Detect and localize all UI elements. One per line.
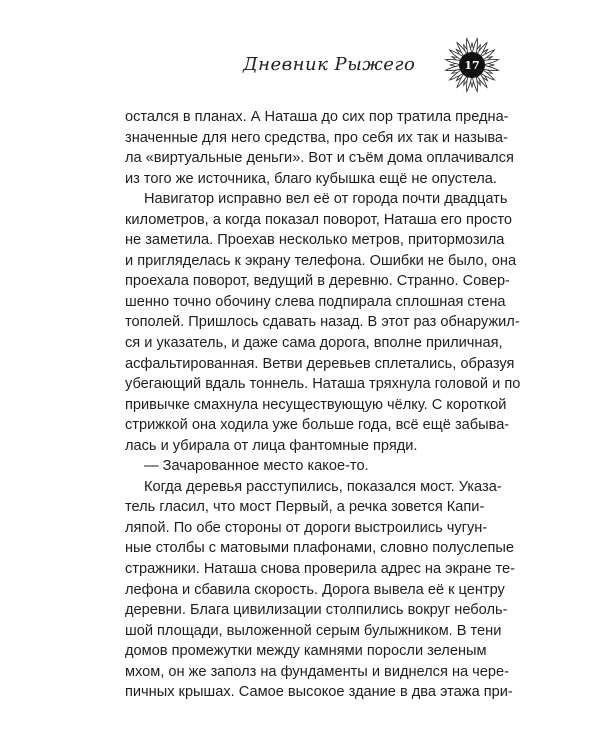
text-line: стражники. Наташа снова проверила адрес на экране те- bbox=[125, 561, 515, 578]
page-number-badge bbox=[440, 33, 504, 97]
text-line: домов промежутки между камнями поросли зеленым bbox=[125, 643, 487, 660]
running-title: Дневник Рыжего bbox=[243, 54, 416, 75]
text-line: не заметила. Проехав несколько метров, притормозила bbox=[125, 232, 505, 249]
text-line: километров, а когда показал поворот, Наташа его просто bbox=[125, 211, 513, 228]
text-line: тополей. Пришлось сдавать назад. В этот раз обнаружил- bbox=[125, 314, 520, 331]
text-line: шой площади, выложенной серым булыжником. В тени bbox=[125, 622, 502, 639]
body-text bbox=[125, 107, 521, 703]
text-line: мхом, он же заполз на фундаменты и виднелся на чере- bbox=[125, 663, 509, 680]
text-line: Когда деревья расступились, показался мост. Указа- bbox=[144, 478, 502, 495]
text-line: остался в планах. А Наташа до сих пор тратила предна- bbox=[125, 109, 509, 125]
text-line: лась и убирала от лица фантомные пряди. bbox=[125, 437, 418, 454]
text-line: лефона и сбавила скорость. Дорога вывела её к центру bbox=[125, 581, 505, 598]
text-line: из того же источника, благо кубышка ещё не опустела. bbox=[125, 170, 497, 187]
text-line: и пригляделась к экрану телефона. Ошибки не было, она bbox=[125, 252, 517, 269]
text-line: асфальтированная. Ветви деревьев сплетались, образуя bbox=[125, 355, 515, 372]
text-line: ла «виртуальные деньги». Вот и съём дома оплачивался bbox=[125, 150, 514, 167]
text-line: ные столбы с матовыми плафонами, словно полуслепые bbox=[125, 540, 515, 557]
text-line: привычке смахнула несуществующую чёлку. С короткой bbox=[125, 396, 507, 413]
text-line: — Зачарованное место какое-то. bbox=[144, 458, 369, 475]
page-number: 17 bbox=[464, 59, 480, 72]
text-line: деревни. Блага цивилизации столпились вокруг неболь- bbox=[125, 602, 508, 619]
text-line: Навигатор исправно вел её от города почти двадцать bbox=[144, 191, 508, 208]
text-line: стрижкой она ходила уже больше года, всё ещё забыва- bbox=[125, 417, 510, 434]
text-line: пичных крышах. Самое высокое здание в два этажа при- bbox=[125, 684, 513, 701]
text-line: ся и указатель, и даже сама дорога, вполне приличная, bbox=[125, 335, 503, 352]
text-line: ляпой. По обе стороны от дороги выстроились чугун- bbox=[125, 519, 488, 536]
text-line: убегающий вдаль тоннель. Наташа тряхнула головой и по bbox=[125, 376, 521, 393]
text-line: проехала поворот, ведущий в деревню. Странно. Совер- bbox=[125, 273, 510, 290]
text-line: тель гласил, что мост Первый, а речка зовется Капи- bbox=[125, 499, 485, 516]
text-line: значенные для него средства, про себя их так и называ- bbox=[125, 129, 508, 146]
text-line: шенно точно обочину слева подпирала сплошная стена bbox=[125, 293, 506, 310]
